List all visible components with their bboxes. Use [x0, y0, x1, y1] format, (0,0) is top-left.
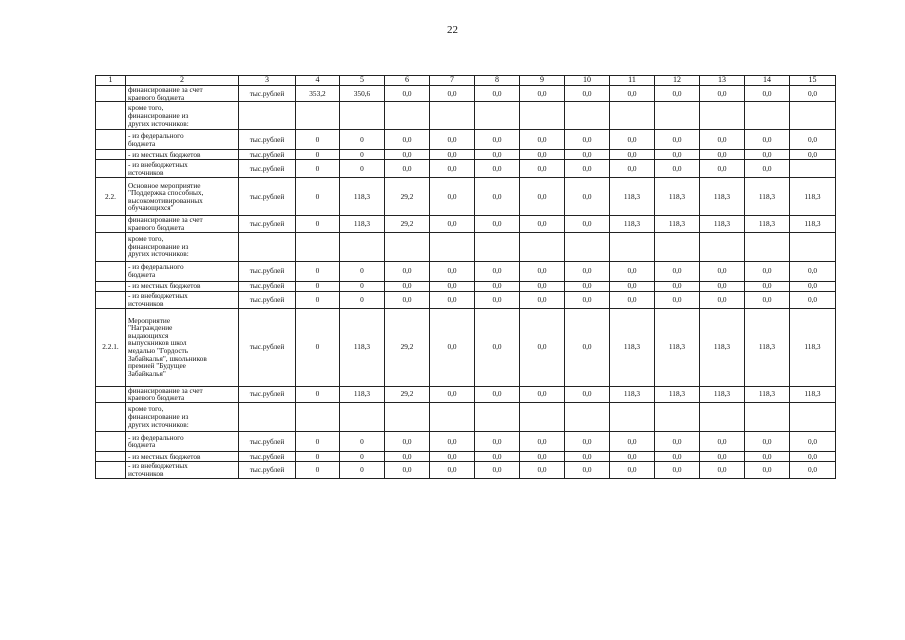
row-value-cell: 0,0: [700, 461, 745, 478]
row-value-cell: [745, 102, 790, 130]
row-value-cell: 0,0: [565, 291, 610, 308]
row-value-cell: 0,0: [430, 461, 475, 478]
row-value-cell: 118,3: [790, 386, 836, 402]
table-row: [96, 281, 836, 291]
table-row: [96, 291, 836, 308]
row-value-cell: 118,3: [700, 308, 745, 386]
row-value-cell: 0,0: [430, 261, 475, 281]
row-value-cell: 0,0: [610, 86, 655, 102]
column-header: 4: [296, 76, 340, 86]
row-description-cell: - из федерального бюджета: [126, 431, 239, 451]
row-value-cell: 118,3: [790, 308, 836, 386]
row-value-cell: 118,3: [340, 386, 385, 402]
row-value-cell: 0,0: [475, 308, 520, 386]
row-code-cell: [96, 160, 126, 178]
row-value-cell: 0: [296, 291, 340, 308]
row-value-cell: 0,0: [610, 150, 655, 160]
row-value-cell: [655, 402, 700, 431]
row-value-cell: 0,0: [430, 281, 475, 291]
row-value-cell: 0,0: [610, 160, 655, 178]
table-row: [96, 160, 836, 178]
row-value-cell: 0,0: [790, 150, 836, 160]
row-code-cell: [96, 431, 126, 451]
row-value-cell: [565, 102, 610, 130]
table-row: [96, 86, 836, 102]
row-value-cell: 0: [296, 160, 340, 178]
row-value-cell: 0,0: [475, 281, 520, 291]
row-description-cell: - из местных бюджетов: [126, 150, 239, 160]
row-unit-cell: тыс.рублей: [239, 461, 296, 478]
row-value-cell: 118,3: [745, 386, 790, 402]
row-value-cell: 0,0: [475, 291, 520, 308]
row-value-cell: 0,0: [385, 261, 430, 281]
table-row: [96, 216, 836, 232]
row-value-cell: 0,0: [610, 431, 655, 451]
row-value-cell: 29,2: [385, 216, 430, 232]
row-value-cell: [790, 160, 836, 178]
row-value-cell: 0,0: [385, 281, 430, 291]
row-value-cell: 0,0: [655, 451, 700, 461]
row-code-cell: [96, 216, 126, 232]
row-value-cell: [700, 232, 745, 261]
column-header: 12: [655, 76, 700, 86]
row-code-cell: [96, 130, 126, 150]
row-value-cell: 0,0: [700, 291, 745, 308]
row-unit-cell: тыс.рублей: [239, 308, 296, 386]
row-value-cell: 0,0: [565, 178, 610, 216]
table-row: [96, 308, 836, 386]
row-value-cell: 0,0: [520, 178, 565, 216]
table-row: [96, 261, 836, 281]
row-value-cell: 0,0: [655, 160, 700, 178]
row-description-cell: финансирование за счет краевого бюджета: [126, 216, 239, 232]
row-value-cell: 0,0: [475, 386, 520, 402]
row-value-cell: [565, 232, 610, 261]
column-header: 13: [700, 76, 745, 86]
row-value-cell: 0,0: [475, 431, 520, 451]
row-value-cell: 0,0: [475, 261, 520, 281]
row-value-cell: 0,0: [790, 451, 836, 461]
row-value-cell: 29,2: [385, 308, 430, 386]
column-header: 2: [126, 76, 239, 86]
row-description-cell: - из федерального бюджета: [126, 130, 239, 150]
row-value-cell: 0,0: [655, 86, 700, 102]
table-row: [96, 431, 836, 451]
row-value-cell: 0: [296, 431, 340, 451]
row-code-cell: [96, 150, 126, 160]
row-unit-cell: тыс.рублей: [239, 431, 296, 451]
row-value-cell: 118,3: [790, 178, 836, 216]
row-value-cell: 0: [296, 216, 340, 232]
row-value-cell: [700, 402, 745, 431]
column-header: 10: [565, 76, 610, 86]
row-value-cell: [296, 102, 340, 130]
row-value-cell: 0,0: [745, 461, 790, 478]
row-code-cell: [96, 461, 126, 478]
column-header: 15: [790, 76, 836, 86]
column-header: 1: [96, 76, 126, 86]
row-value-cell: 0,0: [565, 451, 610, 461]
row-value-cell: 0,0: [385, 86, 430, 102]
row-value-cell: 0,0: [475, 216, 520, 232]
row-value-cell: [475, 102, 520, 130]
row-description-cell: - из внебюджетных источников: [126, 461, 239, 478]
row-value-cell: 118,3: [745, 216, 790, 232]
row-code-cell: [96, 451, 126, 461]
row-value-cell: 118,3: [790, 216, 836, 232]
row-value-cell: 0,0: [655, 261, 700, 281]
row-value-cell: 0: [296, 130, 340, 150]
row-value-cell: 0,0: [430, 291, 475, 308]
row-unit-cell: тыс.рублей: [239, 451, 296, 461]
row-unit-cell: [239, 232, 296, 261]
row-value-cell: [655, 102, 700, 130]
row-value-cell: 118,3: [745, 308, 790, 386]
row-value-cell: 0,0: [475, 86, 520, 102]
row-value-cell: 0,0: [745, 160, 790, 178]
page-number: 22: [447, 24, 458, 36]
row-value-cell: 0,0: [565, 461, 610, 478]
row-value-cell: 0: [296, 386, 340, 402]
table-row: [96, 102, 836, 130]
row-value-cell: 0,0: [700, 451, 745, 461]
row-value-cell: 0,0: [790, 130, 836, 150]
row-value-cell: 0,0: [610, 130, 655, 150]
row-value-cell: 0,0: [565, 86, 610, 102]
row-value-cell: 0: [296, 451, 340, 461]
row-value-cell: 0,0: [475, 130, 520, 150]
row-value-cell: [610, 232, 655, 261]
row-value-cell: 118,3: [655, 308, 700, 386]
row-value-cell: [610, 102, 655, 130]
row-description-cell: - из местных бюджетов: [126, 451, 239, 461]
row-value-cell: 0,0: [385, 461, 430, 478]
row-unit-cell: тыс.рублей: [239, 261, 296, 281]
row-value-cell: [385, 402, 430, 431]
row-value-cell: [340, 402, 385, 431]
row-value-cell: 0,0: [430, 431, 475, 451]
row-unit-cell: тыс.рублей: [239, 86, 296, 102]
row-value-cell: 0,0: [565, 386, 610, 402]
row-value-cell: 0,0: [655, 130, 700, 150]
row-code-cell: [96, 261, 126, 281]
row-value-cell: 0,0: [475, 150, 520, 160]
row-value-cell: [340, 102, 385, 130]
column-header: 5: [340, 76, 385, 86]
row-description-cell: - из внебюджетных источников: [126, 160, 239, 178]
row-code-cell: [96, 291, 126, 308]
row-description-cell: кроме того, финансирование из других источников:: [126, 402, 239, 431]
row-value-cell: 0,0: [430, 308, 475, 386]
row-value-cell: [745, 402, 790, 431]
column-header: 9: [520, 76, 565, 86]
row-unit-cell: [239, 102, 296, 130]
row-value-cell: 0,0: [565, 150, 610, 160]
row-description-cell: Мероприятие "Награждение выдающихся выпускников школ медалью "Гордость Забайкалья", школьников премией "Будущее Забайкалья": [126, 308, 239, 386]
row-value-cell: 118,3: [655, 178, 700, 216]
row-value-cell: 0,0: [565, 281, 610, 291]
column-header: 8: [475, 76, 520, 86]
row-code-cell: [96, 86, 126, 102]
row-description-cell: кроме того, финансирование из других источников:: [126, 232, 239, 261]
row-value-cell: 0: [296, 178, 340, 216]
row-description-cell: - из федерального бюджета: [126, 261, 239, 281]
row-value-cell: 0,0: [655, 291, 700, 308]
row-value-cell: 0,0: [430, 150, 475, 160]
row-value-cell: 0,0: [520, 160, 565, 178]
row-value-cell: 0: [340, 150, 385, 160]
column-header: 3: [239, 76, 296, 86]
row-value-cell: 118,3: [655, 386, 700, 402]
row-value-cell: 0,0: [610, 291, 655, 308]
row-description-cell: - из внебюджетных источников: [126, 291, 239, 308]
row-value-cell: [385, 102, 430, 130]
column-header: 14: [745, 76, 790, 86]
row-value-cell: 118,3: [745, 178, 790, 216]
table-header-row: [96, 76, 836, 86]
row-value-cell: 0,0: [610, 281, 655, 291]
row-value-cell: 0,0: [520, 281, 565, 291]
row-unit-cell: тыс.рублей: [239, 150, 296, 160]
row-value-cell: 118,3: [340, 216, 385, 232]
row-value-cell: 0,0: [790, 86, 836, 102]
row-value-cell: 0,0: [520, 461, 565, 478]
row-value-cell: 0,0: [430, 216, 475, 232]
row-value-cell: 0,0: [385, 130, 430, 150]
row-description-cell: - из местных бюджетов: [126, 281, 239, 291]
row-value-cell: [430, 102, 475, 130]
row-value-cell: 0,0: [745, 431, 790, 451]
row-value-cell: 0,0: [385, 150, 430, 160]
row-value-cell: [430, 402, 475, 431]
row-value-cell: 0: [296, 150, 340, 160]
row-unit-cell: тыс.рублей: [239, 130, 296, 150]
row-value-cell: [340, 232, 385, 261]
row-value-cell: 118,3: [610, 386, 655, 402]
row-value-cell: 0,0: [565, 216, 610, 232]
row-value-cell: 0: [340, 130, 385, 150]
row-value-cell: 118,3: [610, 216, 655, 232]
column-header: 6: [385, 76, 430, 86]
row-value-cell: 0,0: [520, 451, 565, 461]
row-value-cell: 0,0: [520, 431, 565, 451]
row-value-cell: 0,0: [700, 160, 745, 178]
row-value-cell: 118,3: [610, 308, 655, 386]
row-value-cell: 0,0: [565, 431, 610, 451]
row-description-cell: финансирование за счет краевого бюджета: [126, 386, 239, 402]
row-value-cell: 353,2: [296, 86, 340, 102]
row-value-cell: [745, 232, 790, 261]
row-value-cell: 0,0: [385, 431, 430, 451]
row-value-cell: 0,0: [700, 431, 745, 451]
row-value-cell: 0,0: [790, 261, 836, 281]
row-value-cell: 0,0: [610, 451, 655, 461]
row-value-cell: 350,6: [340, 86, 385, 102]
table-row: [96, 150, 836, 160]
row-value-cell: 0,0: [790, 291, 836, 308]
row-value-cell: 118,3: [700, 178, 745, 216]
row-unit-cell: [239, 402, 296, 431]
row-value-cell: 0: [340, 291, 385, 308]
row-value-cell: [520, 102, 565, 130]
row-value-cell: 29,2: [385, 178, 430, 216]
row-unit-cell: тыс.рублей: [239, 160, 296, 178]
row-value-cell: 0,0: [520, 386, 565, 402]
row-value-cell: 0: [340, 461, 385, 478]
row-value-cell: 0,0: [700, 150, 745, 160]
column-header: 11: [610, 76, 655, 86]
row-description-cell: Основное мероприятие "Поддержка способных, высокомотивированных обучающихся": [126, 178, 239, 216]
row-value-cell: 0,0: [385, 291, 430, 308]
row-value-cell: 0,0: [430, 178, 475, 216]
row-value-cell: 0,0: [520, 86, 565, 102]
row-value-cell: 0,0: [790, 281, 836, 291]
table-row: [96, 402, 836, 431]
row-value-cell: 118,3: [655, 216, 700, 232]
row-value-cell: 0: [296, 261, 340, 281]
row-value-cell: 0,0: [430, 386, 475, 402]
row-value-cell: 0: [340, 261, 385, 281]
row-code-cell: [96, 281, 126, 291]
row-value-cell: 0,0: [565, 308, 610, 386]
row-value-cell: 0,0: [385, 160, 430, 178]
row-value-cell: 0,0: [655, 150, 700, 160]
row-value-cell: 0,0: [475, 461, 520, 478]
row-code-cell: [96, 386, 126, 402]
row-value-cell: 0,0: [430, 160, 475, 178]
row-value-cell: [296, 232, 340, 261]
row-value-cell: [520, 402, 565, 431]
row-value-cell: 0,0: [610, 461, 655, 478]
row-value-cell: 0,0: [790, 461, 836, 478]
row-value-cell: 0,0: [520, 130, 565, 150]
row-value-cell: 0,0: [655, 431, 700, 451]
row-unit-cell: тыс.рублей: [239, 216, 296, 232]
row-value-cell: [520, 232, 565, 261]
row-value-cell: 118,3: [340, 308, 385, 386]
row-description-cell: кроме того, финансирование из других источников:: [126, 102, 239, 130]
row-value-cell: 0,0: [745, 291, 790, 308]
row-value-cell: 118,3: [610, 178, 655, 216]
row-unit-cell: тыс.рублей: [239, 281, 296, 291]
row-code-cell: [96, 402, 126, 431]
row-value-cell: 0,0: [700, 281, 745, 291]
row-value-cell: [790, 232, 836, 261]
row-value-cell: 0,0: [475, 160, 520, 178]
row-value-cell: 0,0: [700, 130, 745, 150]
row-value-cell: 0,0: [745, 130, 790, 150]
row-value-cell: 0,0: [520, 216, 565, 232]
row-value-cell: [296, 402, 340, 431]
row-value-cell: [655, 232, 700, 261]
row-unit-cell: тыс.рублей: [239, 386, 296, 402]
row-value-cell: 0: [296, 461, 340, 478]
row-value-cell: 0,0: [700, 86, 745, 102]
table-row: [96, 178, 836, 216]
budget-table: [95, 75, 836, 479]
row-code-cell: 2.2.: [96, 178, 126, 216]
row-value-cell: 0,0: [745, 281, 790, 291]
row-value-cell: 0,0: [430, 130, 475, 150]
row-value-cell: 0,0: [430, 451, 475, 461]
row-code-cell: [96, 232, 126, 261]
row-value-cell: 0,0: [520, 291, 565, 308]
row-value-cell: 0: [340, 451, 385, 461]
table-row: [96, 461, 836, 478]
row-value-cell: 0,0: [475, 451, 520, 461]
row-value-cell: 0,0: [655, 281, 700, 291]
row-value-cell: 118,3: [700, 386, 745, 402]
table-row: [96, 130, 836, 150]
row-unit-cell: тыс.рублей: [239, 178, 296, 216]
row-value-cell: 0: [296, 308, 340, 386]
row-value-cell: [790, 102, 836, 130]
row-value-cell: 0,0: [565, 261, 610, 281]
row-value-cell: 29,2: [385, 386, 430, 402]
row-value-cell: 0,0: [655, 461, 700, 478]
row-value-cell: 0,0: [520, 150, 565, 160]
row-value-cell: 0,0: [430, 86, 475, 102]
row-value-cell: [475, 402, 520, 431]
table-row: [96, 451, 836, 461]
row-value-cell: 0,0: [385, 451, 430, 461]
row-value-cell: 0,0: [700, 261, 745, 281]
row-value-cell: 0: [340, 281, 385, 291]
row-unit-cell: тыс.рублей: [239, 291, 296, 308]
row-code-cell: 2.2.1.: [96, 308, 126, 386]
table-row: [96, 386, 836, 402]
row-value-cell: 0,0: [520, 308, 565, 386]
row-value-cell: 118,3: [700, 216, 745, 232]
row-value-cell: 118,3: [340, 178, 385, 216]
row-code-cell: [96, 102, 126, 130]
row-value-cell: 0: [340, 160, 385, 178]
row-value-cell: 0,0: [745, 451, 790, 461]
row-value-cell: [430, 232, 475, 261]
row-value-cell: [700, 102, 745, 130]
row-value-cell: 0,0: [520, 261, 565, 281]
row-value-cell: [790, 402, 836, 431]
row-value-cell: 0,0: [790, 431, 836, 451]
row-value-cell: 0: [296, 281, 340, 291]
row-value-cell: 0,0: [565, 160, 610, 178]
table-row: [96, 232, 836, 261]
row-value-cell: 0,0: [745, 150, 790, 160]
row-description-cell: финансирование за счет краевого бюджета: [126, 86, 239, 102]
row-value-cell: 0,0: [565, 130, 610, 150]
row-value-cell: [565, 402, 610, 431]
row-value-cell: 0,0: [745, 261, 790, 281]
row-value-cell: 0,0: [745, 86, 790, 102]
row-value-cell: 0,0: [475, 178, 520, 216]
column-header: 7: [430, 76, 475, 86]
row-value-cell: 0,0: [610, 261, 655, 281]
row-value-cell: 0: [340, 431, 385, 451]
row-value-cell: [475, 232, 520, 261]
row-value-cell: [385, 232, 430, 261]
row-value-cell: [610, 402, 655, 431]
